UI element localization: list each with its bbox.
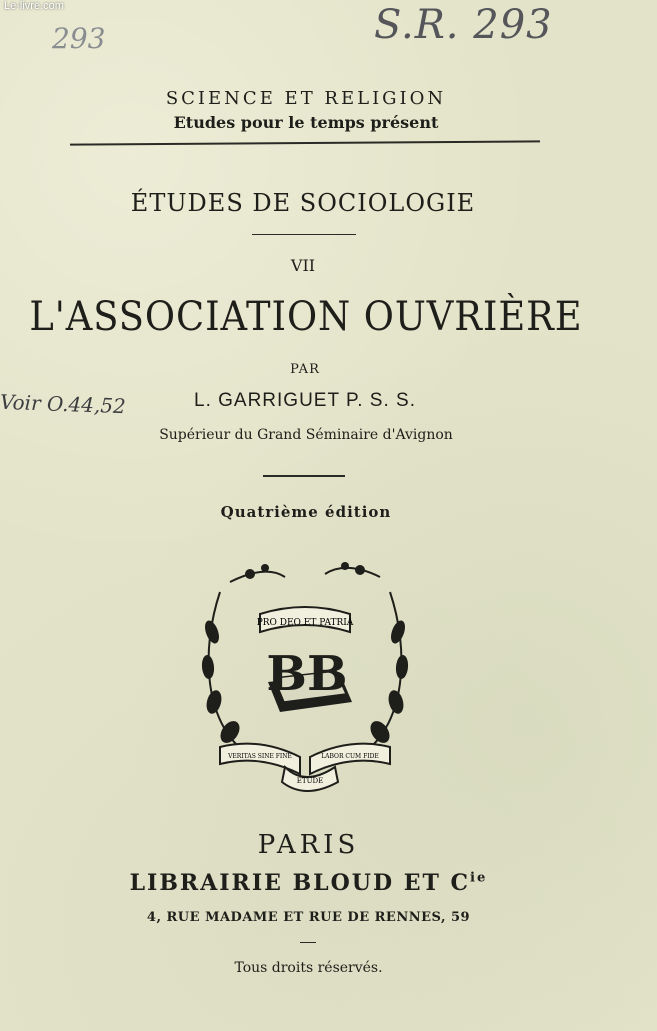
author-name: L. GARRIGUET P. S. S.	[194, 390, 416, 411]
rights-statement: Tous droits réservés.	[234, 960, 383, 976]
emblem-monogram: BB	[266, 646, 348, 702]
emblem-ribbon-bottom: ETUDE	[296, 777, 324, 785]
publisher-superscript: ie	[470, 870, 488, 886]
author-role: Supérieur du Grand Séminaire d'Avignon	[159, 427, 453, 443]
series-subtitle: Etudes pour le temps présent	[173, 113, 439, 132]
publisher-name: LIBRAIRIE BLOUD ET C	[129, 870, 471, 896]
handwritten-number: 293	[52, 22, 106, 55]
series-title: SCIENCE ET RELIGION	[165, 88, 447, 109]
book-title: L'ASSOCIATION OUVRIÈRE	[29, 294, 583, 340]
handwritten-shelfmark: S.R. 293	[374, 2, 553, 48]
collection-title: ÉTUDES DE SOCIOLOGIE	[130, 189, 476, 217]
watermark-label: Le-livre.com	[4, 0, 64, 12]
by-label: PAR	[290, 362, 320, 377]
publisher-emblem	[190, 552, 420, 797]
series-rule	[70, 140, 540, 145]
edition-label: Quatrième édition	[220, 503, 392, 521]
short-rule-1	[252, 234, 356, 235]
emblem-ribbon-left: VERITAS SINE FINE	[228, 753, 292, 760]
imprint-address: 4, RUE MADAME ET RUE DE RENNES, 59	[146, 910, 471, 925]
handwritten-margin-note: Voir O.44,52	[0, 389, 127, 419]
imprint-city: PARIS	[257, 830, 360, 860]
short-rule-3	[300, 942, 316, 943]
imprint-publisher	[0, 870, 617, 896]
emblem-motto: PRO DEO ET PATRIA	[256, 618, 354, 628]
emblem-ribbon-right: LABOR CUM FIDE	[321, 753, 379, 760]
volume-number: VII	[290, 256, 316, 275]
short-rule-2	[263, 475, 345, 477]
